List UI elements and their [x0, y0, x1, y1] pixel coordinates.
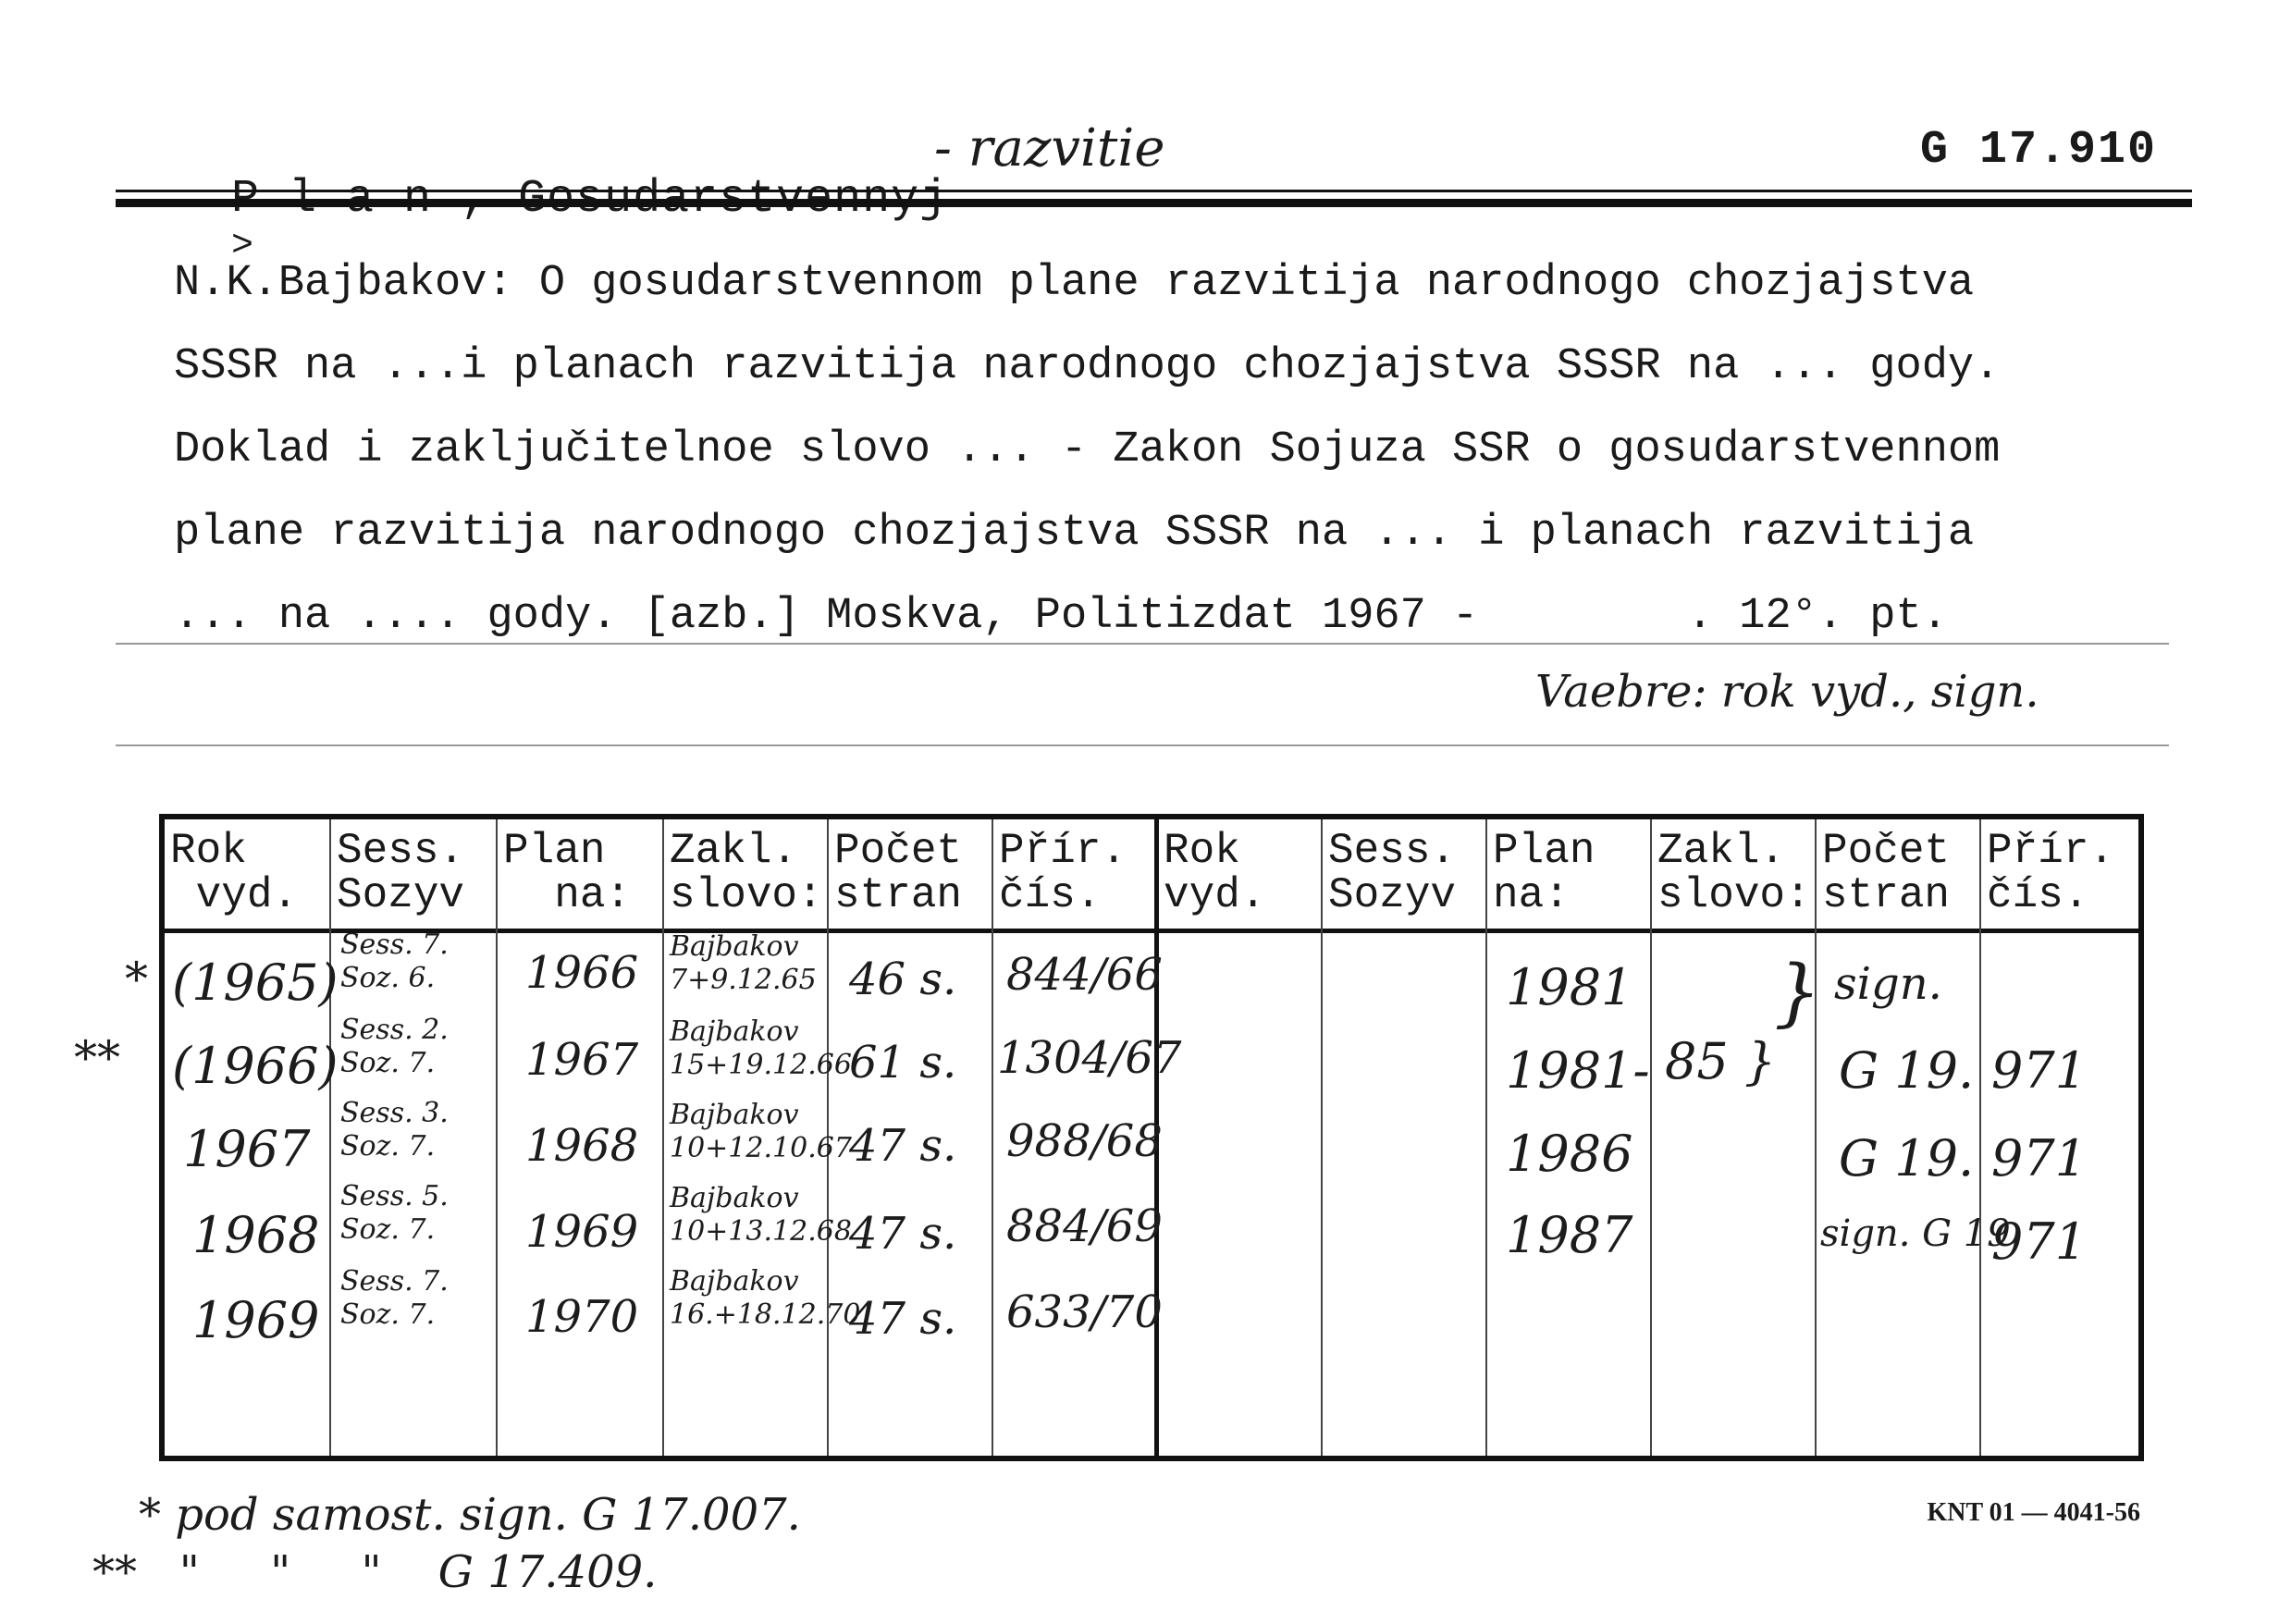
zakl-date: 10+13.12.68 [670, 1215, 852, 1248]
footnote-single: * pod samost. sign. G 17.007. [139, 1489, 801, 1541]
soz-line: Soz. 7. [340, 1047, 436, 1079]
handwritten-note: Vaebre: rok vyd., sign. [1535, 666, 2039, 718]
prir-cell: 988/68 [1006, 1115, 1163, 1167]
pocet-cell-2: G 19. [1839, 1041, 1975, 1100]
row-mark: ** [74, 1031, 120, 1085]
prir-cell-2: 971 [1991, 1129, 2088, 1187]
header-pocet: Počet stran [834, 827, 963, 919]
description-line: plane razvitija narodnogo chozjajstva SSSR na ... i planach razvitija [174, 509, 1975, 558]
soz-line: Soz. 7. [340, 1213, 436, 1246]
rok-cell: 1969 [192, 1291, 320, 1349]
header-pocet-2: Počet stran [1822, 827, 1951, 919]
header-zakl: Zakl. slovo: [670, 827, 823, 919]
shelf-signature: G 17.910 [1919, 124, 2157, 177]
plan-cell-2: 1981 [1506, 958, 1633, 1016]
header-sess: Sess. Sozyv [337, 827, 465, 919]
column-divider [1650, 819, 1652, 1456]
plan-cell: 1966 [525, 947, 639, 999]
zakl-name: Bajbakov [670, 1099, 799, 1131]
sess-cell [340, 1180, 449, 1247]
rok-cell: 1967 [183, 1120, 311, 1178]
description-line: N.K.Bajbakov: O gosudarstvennom plane razvitija narodnogo chozjajstva [174, 259, 1975, 308]
rok-cell: (1965) [172, 953, 339, 1012]
zakl-date: 15+19.12.66 [670, 1049, 852, 1081]
zakl-name: Bajbakov [670, 1182, 799, 1214]
pocet-cell-2: G 19. [1839, 1129, 1975, 1187]
rok-cell: (1966) [172, 1037, 339, 1095]
holdings-table [159, 814, 2144, 1461]
pocet-cell: 47 s. [849, 1120, 957, 1172]
prir-cell: 1304/67 [997, 1032, 1182, 1084]
pocet-cell-2: sign. G 19. [1820, 1212, 2023, 1255]
faint-rule [116, 643, 2169, 645]
footnote-double: ** " " " G 17.409. [92, 1546, 658, 1598]
sess-line: Sess. 3. [340, 1097, 449, 1129]
sess-cell [340, 929, 449, 995]
plan-cell: 1968 [525, 1120, 639, 1172]
description-line: Doklad i zaključitelnoe slovo ... - Zakon Sojuza SSR o gosudarstvennom [174, 425, 2001, 474]
zakl-cell [670, 1265, 860, 1332]
prir-cell: 884/69 [1006, 1200, 1163, 1252]
plan-cell: 1969 [525, 1206, 639, 1258]
heading-mark: > [231, 226, 255, 267]
sess-cell [340, 1014, 449, 1080]
header-rule-thick [116, 199, 2192, 207]
column-divider [1321, 819, 1323, 1456]
row-mark: * [125, 953, 148, 1006]
column-divider [992, 819, 993, 1456]
zakl-date: 10+12.10.67 [670, 1132, 852, 1164]
pocet-cell: 47 s. [849, 1293, 957, 1345]
header-prir: Přír. čís. [999, 827, 1127, 919]
plan-cell: 1967 [525, 1034, 639, 1086]
table-header [165, 819, 2138, 933]
column-divider [329, 819, 331, 1456]
zakl-cell-2: 85 } [1665, 1032, 1777, 1090]
soz-line: Soz. 7. [340, 1298, 436, 1331]
zakl-name: Bajbakov [670, 1265, 799, 1298]
plan-cell-2: 1987 [1506, 1206, 1633, 1264]
zakl-cell [670, 930, 817, 997]
prir-cell-2: 971 [1991, 1041, 2088, 1100]
header-plan-2: Plan na: [1493, 827, 1595, 919]
plan-cell: 1970 [525, 1291, 639, 1343]
prir-cell: 633/70 [1006, 1286, 1163, 1338]
bibliographic-description [174, 242, 2135, 658]
zakl-cell [670, 1099, 852, 1165]
form-code: KNT 01 — 4041-56 [1927, 1498, 2140, 1527]
plan-cell-2: 1986 [1506, 1125, 1633, 1183]
zakl-date: 16.+18.12.70 [670, 1298, 861, 1331]
header-rok: Rok vyd. [170, 827, 299, 919]
sess-cell [340, 1097, 449, 1163]
sess-line: Sess. 7. [340, 1265, 449, 1298]
header-zakl-2: Zakl. slovo: [1657, 827, 1811, 919]
column-divider [662, 819, 664, 1456]
zakl-name: Bajbakov [670, 1015, 799, 1048]
sess-line: Sess. 7. [340, 929, 449, 961]
prir-cell-2: 971 [1991, 1212, 2088, 1271]
column-divider [1815, 819, 1817, 1456]
zakl-date: 7+9.12.65 [670, 964, 817, 996]
faint-rule [116, 744, 2169, 746]
zakl-cell [670, 1015, 852, 1082]
description-line: ... na .... gody. [azb.] Moskva, Politizdat 1967 - . 12°. pt. [174, 592, 1948, 641]
sess-line: Sess. 2. [340, 1014, 449, 1046]
column-divider [1485, 819, 1487, 1456]
header-rok-2: Rok vyd. [1164, 827, 1266, 919]
soz-line: Soz. 7. [340, 1130, 436, 1163]
sess-cell [340, 1265, 449, 1332]
header-rule-thin [116, 190, 2192, 192]
pocet-cell: 46 s. [849, 953, 957, 1005]
plan-cell-2: 1981- [1506, 1041, 1650, 1100]
description-line: SSSR na ...i planach razvitija narodnogo chozjajstva SSSR na ... gody. [174, 342, 2001, 391]
column-divider [496, 819, 498, 1456]
header-sess-2: Sess. Sozyv [1328, 827, 1457, 919]
zakl-cell [670, 1182, 852, 1249]
sess-line: Sess. 5. [340, 1180, 449, 1212]
pocet-cell: 61 s. [849, 1037, 957, 1089]
prir-cell: 844/66 [1006, 949, 1163, 1001]
rok-cell: 1968 [192, 1206, 320, 1264]
zakl-name: Bajbakov [670, 930, 799, 963]
brace: } [1774, 949, 1821, 1035]
pocet-cell-2: sign. [1834, 958, 1942, 1010]
pocet-cell: 47 s. [849, 1208, 957, 1260]
heading-handwritten: - razvitie [934, 118, 1165, 178]
soz-line: Soz. 6. [340, 962, 436, 994]
header-plan: Plan na: [503, 827, 632, 919]
header-prir-2: Přír. čís. [1987, 827, 2115, 919]
column-divider [1979, 819, 1981, 1456]
